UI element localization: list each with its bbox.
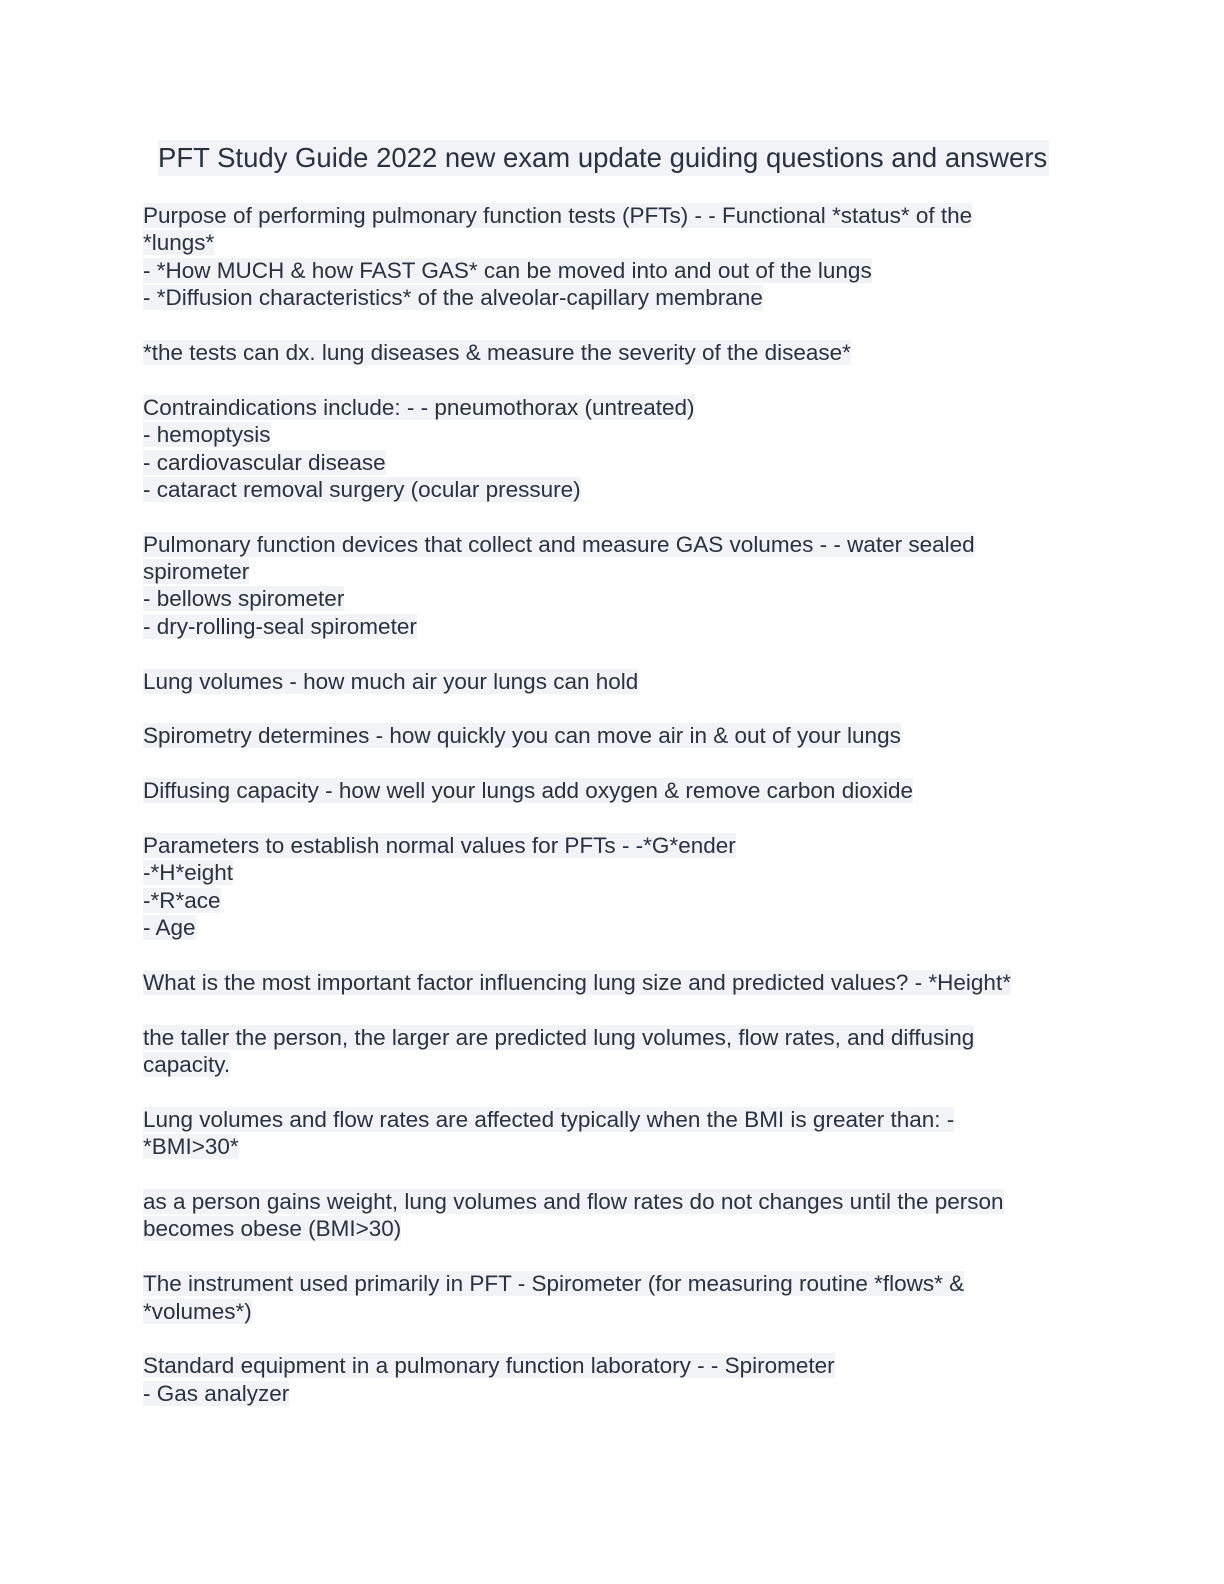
text-line: -*H*eight xyxy=(143,860,234,886)
qa-block xyxy=(143,1106,1073,1161)
qa-block xyxy=(143,777,1073,804)
qa-block xyxy=(143,969,1073,996)
text-line: - *Diffusion characteristics* of the alveolar-capillary membrane xyxy=(143,285,763,311)
text-line: Diffusing capacity - how well your lungs add oxygen & remove carbon dioxide xyxy=(143,778,913,804)
text-line: - Gas analyzer xyxy=(143,1380,290,1406)
qa-block xyxy=(143,668,1073,695)
text-line: - bellows spirometer xyxy=(143,586,345,612)
text-line: - hemoptysis xyxy=(143,422,271,448)
qa-block xyxy=(143,531,1073,641)
qa-block xyxy=(143,1024,1073,1079)
text-line: *lungs* xyxy=(143,230,215,256)
text-line: - *How MUCH & how FAST GAS* can be moved into and out of the lungs xyxy=(143,257,872,283)
document-title: PFT Study Guide 2022 new exam update guiding questions and answers xyxy=(158,140,1049,176)
text-line: - cataract removal surgery (ocular pressure) xyxy=(143,476,581,502)
qa-block xyxy=(143,339,1073,366)
text-line: What is the most important factor influencing lung size and predicted values? - *Height* xyxy=(143,969,1011,995)
text-line: *volumes*) xyxy=(143,1298,252,1324)
text-line: Parameters to establish normal values for PFTs - -*G*ender xyxy=(143,832,736,858)
qa-block xyxy=(143,202,1073,312)
text-line: Lung volumes - how much air your lungs can hold xyxy=(143,668,639,694)
qa-block xyxy=(143,832,1073,942)
text-line: as a person gains weight, lung volumes and flow rates do not changes until the person xyxy=(143,1189,1004,1215)
text-line: Lung volumes and flow rates are affected typically when the BMI is greater than: - xyxy=(143,1106,955,1132)
text-line: *the tests can dx. lung diseases & measure the severity of the disease* xyxy=(143,339,851,365)
text-line: -*R*ace xyxy=(143,887,221,913)
text-line: becomes obese (BMI>30) xyxy=(143,1216,402,1242)
qa-block xyxy=(143,722,1073,749)
text-line: *BMI>30* xyxy=(143,1134,239,1160)
qa-block xyxy=(143,1352,1073,1407)
text-line: Standard equipment in a pulmonary function laboratory - - Spirometer xyxy=(143,1353,835,1379)
text-line: spirometer xyxy=(143,559,250,585)
qa-block xyxy=(143,1188,1073,1243)
qa-block xyxy=(143,1270,1073,1325)
text-line: Purpose of performing pulmonary function tests (PFTs) - - Functional *status* of the xyxy=(143,203,973,228)
text-line: Contraindications include: - - pneumothorax (untreated) xyxy=(143,394,695,420)
text-line: the taller the person, the larger are predicted lung volumes, flow rates, and diffusing xyxy=(143,1024,975,1050)
text-line: - Age xyxy=(143,915,196,941)
qa-block xyxy=(143,394,1073,504)
text-line: capacity. xyxy=(143,1052,231,1078)
text-line: Pulmonary function devices that collect and measure GAS volumes - - water sealed xyxy=(143,531,975,557)
text-line: - cardiovascular disease xyxy=(143,449,386,475)
text-line: Spirometry determines - how quickly you can move air in & out of your lungs xyxy=(143,723,901,749)
document-body xyxy=(143,202,1073,1435)
text-line: The instrument used primarily in PFT - Spirometer (for measuring routine *flows* & xyxy=(143,1271,965,1297)
text-line: - dry-rolling-seal spirometer xyxy=(143,613,417,639)
